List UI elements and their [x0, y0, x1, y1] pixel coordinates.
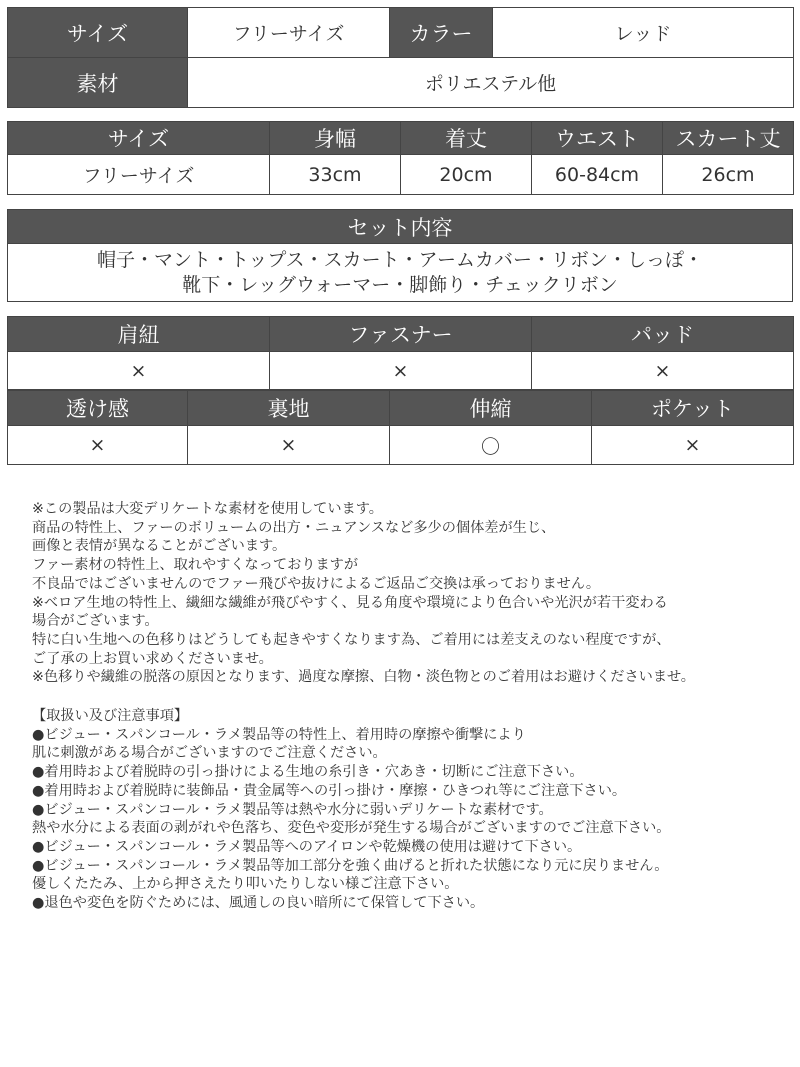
feature-value-pocket: × — [592, 426, 794, 465]
measurement-value: フリーサイズ — [8, 155, 270, 195]
measurements-table — [7, 121, 794, 195]
care-line: 肌に刺激がある場合がございますのでご注意ください。 — [32, 745, 387, 762]
feature-header-sheerness: 透け感 — [8, 391, 188, 426]
set-contents-header: セット内容 — [8, 210, 793, 244]
feature-value-pad: × — [532, 352, 794, 390]
size-label: サイズ — [8, 8, 188, 58]
note-line: ※この製品は大変デリケートな素材を使用しています。 — [32, 501, 383, 517]
feature-header-pad: パッド — [532, 317, 794, 352]
care-line: ●退色や変色を防ぐためには、風通しの良い暗所にて保管して下さい。 — [32, 895, 485, 912]
feature-value-stretch: 〇 — [390, 426, 592, 465]
color-value: レッド — [493, 8, 794, 58]
set-contents-line: 靴下・レッグウォーマー・脚飾り・チェックリボン — [182, 273, 618, 296]
note-line: 商品の特性上、ファーのボリュームの出方・ニュアンスなど多少の個体差が生じ、 — [32, 519, 556, 536]
feature-value-shoulder-strap: × — [8, 352, 270, 390]
note-line: 特に白い生地への色移りはどうしても起きやすくなります為、ご着用には差支えのない程度ですが、 — [32, 631, 671, 648]
note-line: ※ベロア生地の特性上、繊細な繊維が飛びやすく、見る角度や環境により色合いや光沢が若干変わる — [32, 594, 668, 611]
measurement-header: 身幅 — [270, 122, 401, 155]
care-line: ●着用時および着脱時の引っ掛けによる生地の糸引き・穴あき・切断にご注意下さい。 — [32, 764, 584, 781]
care-line: ●ビジュー・スパンコール・ラメ製品等は熱や水分に弱いデリケートな素材です。 — [32, 801, 553, 818]
measurement-header: 着丈 — [401, 122, 532, 155]
feature-header-stretch: 伸縮 — [390, 391, 592, 426]
care-line: ●ビジュー・スパンコール・ラメ製品等の特性上、着用時の摩擦や衝撃により — [32, 726, 526, 743]
feature-value-sheerness: × — [8, 426, 188, 465]
care-line: 熱や水分による表面の剥がれや色落ち、変色や変形が発生する場合がございますのでご注意下さい。 — [32, 820, 671, 837]
features-table-bottom — [7, 390, 794, 465]
measurement-value: 20cm — [401, 155, 532, 195]
measurement-value: 33cm — [270, 155, 401, 195]
note-line: 場合がございます。 — [32, 613, 159, 630]
care-heading: 【取扱い及び注意事項】 — [32, 708, 189, 724]
care-line: ●ビジュー・スパンコール・ラメ製品等加工部分を強く曲げると折れた状態になり元に戻りません。 — [32, 857, 669, 874]
note-line: 不良品ではございませんのでファー飛びや抜けによるご返品ご交換は承っておりません。 — [32, 575, 601, 592]
product-notes — [32, 500, 792, 687]
basic-info-table — [7, 7, 794, 108]
measurement-header: サイズ — [8, 122, 270, 155]
material-value: ポリエステル他 — [188, 58, 794, 108]
feature-value-zipper: × — [270, 352, 532, 390]
care-line: ●ビジュー・スパンコール・ラメ製品等へのアイロンや乾燥機の使用は避けて下さい。 — [32, 838, 582, 855]
set-contents-list — [8, 244, 793, 302]
care-instructions — [32, 707, 792, 913]
feature-header-pocket: ポケット — [592, 391, 794, 426]
feature-value-lining: × — [188, 426, 390, 465]
measurement-value: 60-84cm — [532, 155, 663, 195]
feature-header-shoulder-strap: 肩紐 — [8, 317, 270, 352]
feature-header-zipper: ファスナー — [270, 317, 532, 352]
set-contents-line: 帽子・マント・トップス・スカート・アームカバー・リボン・しっぽ・ — [96, 248, 704, 271]
care-line: 優しくたたみ、上から押さえたり叩いたりしない様ご注意下さい。 — [32, 876, 459, 893]
note-line: ※色移りや繊維の脱落の原因となります、過度な摩擦、白物・淡色物とのご着用はお避けくださいませ。 — [32, 669, 695, 686]
set-contents-table — [7, 209, 793, 302]
feature-header-lining: 裏地 — [188, 391, 390, 426]
size-value: フリーサイズ — [188, 8, 390, 58]
measurement-header: ウエスト — [532, 122, 663, 155]
note-line: ファー素材の特性上、取れやすくなっておりますが — [32, 557, 359, 574]
note-line: 画像と表情が異なることがございます。 — [32, 538, 287, 555]
color-label: カラー — [390, 8, 493, 58]
material-label: 素材 — [8, 58, 188, 108]
measurement-value: 26cm — [663, 155, 794, 195]
measurement-header: スカート丈 — [663, 122, 794, 155]
care-line: ●着用時および着脱時に装飾品・貴金属等への引っ掛け・摩擦・ひきつれ等にご注意下さい。 — [32, 782, 627, 799]
features-table-top — [7, 316, 794, 390]
note-line: ご了承の上お買い求めくださいませ。 — [32, 650, 273, 667]
